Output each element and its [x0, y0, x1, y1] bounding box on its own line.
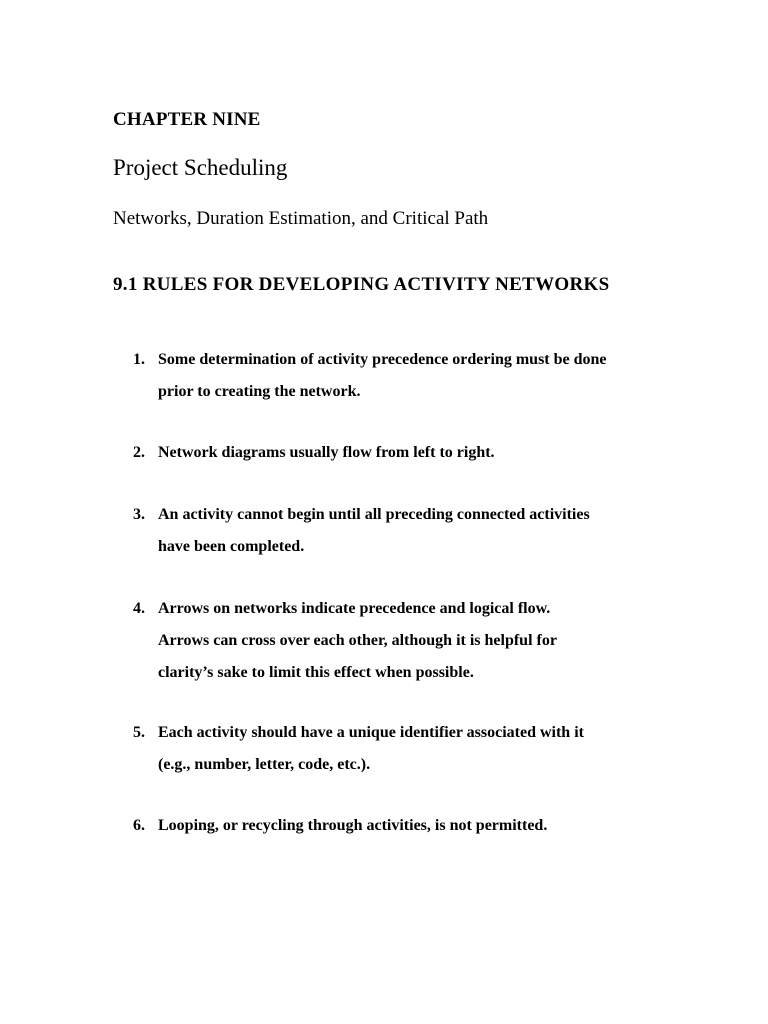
rule-item: [113, 717, 673, 781]
rule-text: [158, 810, 668, 842]
rule-number: 3.: [133, 506, 145, 523]
rule-line: Network diagrams usually flow from left to right.: [158, 444, 495, 461]
rule-item: [113, 593, 673, 689]
chapter-title: Project Scheduling: [113, 155, 288, 180]
rule-line: Some determination of activity precedence ordering must be done: [158, 351, 607, 368]
rule-text: [158, 344, 668, 408]
rule-number: 4.: [133, 600, 145, 617]
rule-item: [113, 810, 673, 842]
rule-number: 5.: [133, 724, 145, 741]
rule-number: 6.: [133, 817, 145, 834]
rule-text: [158, 437, 668, 469]
chapter-subtitle: Networks, Duration Estimation, and Critical Path: [113, 208, 489, 229]
rule-line: clarity’s sake to limit this effect when possible.: [158, 664, 474, 681]
rule-line: Each activity should have a unique identifier associated with it: [158, 724, 584, 741]
rule-line: have been completed.: [158, 538, 305, 555]
rule-item: [113, 437, 673, 469]
rule-number: 1.: [133, 351, 145, 368]
rule-line: prior to creating the network.: [158, 383, 361, 400]
rule-item: [113, 499, 673, 563]
rule-text: [158, 717, 668, 781]
rule-line: (e.g., number, letter, code, etc.).: [158, 756, 371, 773]
rule-line: An activity cannot begin until all preceding connected activities: [158, 506, 590, 523]
section-heading: 9.1 RULES FOR DEVELOPING ACTIVITY NETWORKS: [113, 274, 610, 295]
chapter-label: CHAPTER NINE: [113, 109, 261, 130]
rule-line: Arrows on networks indicate precedence and logical flow.: [158, 600, 551, 617]
rule-text: [158, 593, 668, 689]
rule-item: [113, 344, 673, 408]
rule-line: Looping, or recycling through activities, is not permitted.: [158, 817, 548, 834]
rule-text: [158, 499, 668, 563]
rule-number: 2.: [133, 444, 145, 461]
rule-line: Arrows can cross over each other, although it is helpful for: [158, 632, 557, 649]
